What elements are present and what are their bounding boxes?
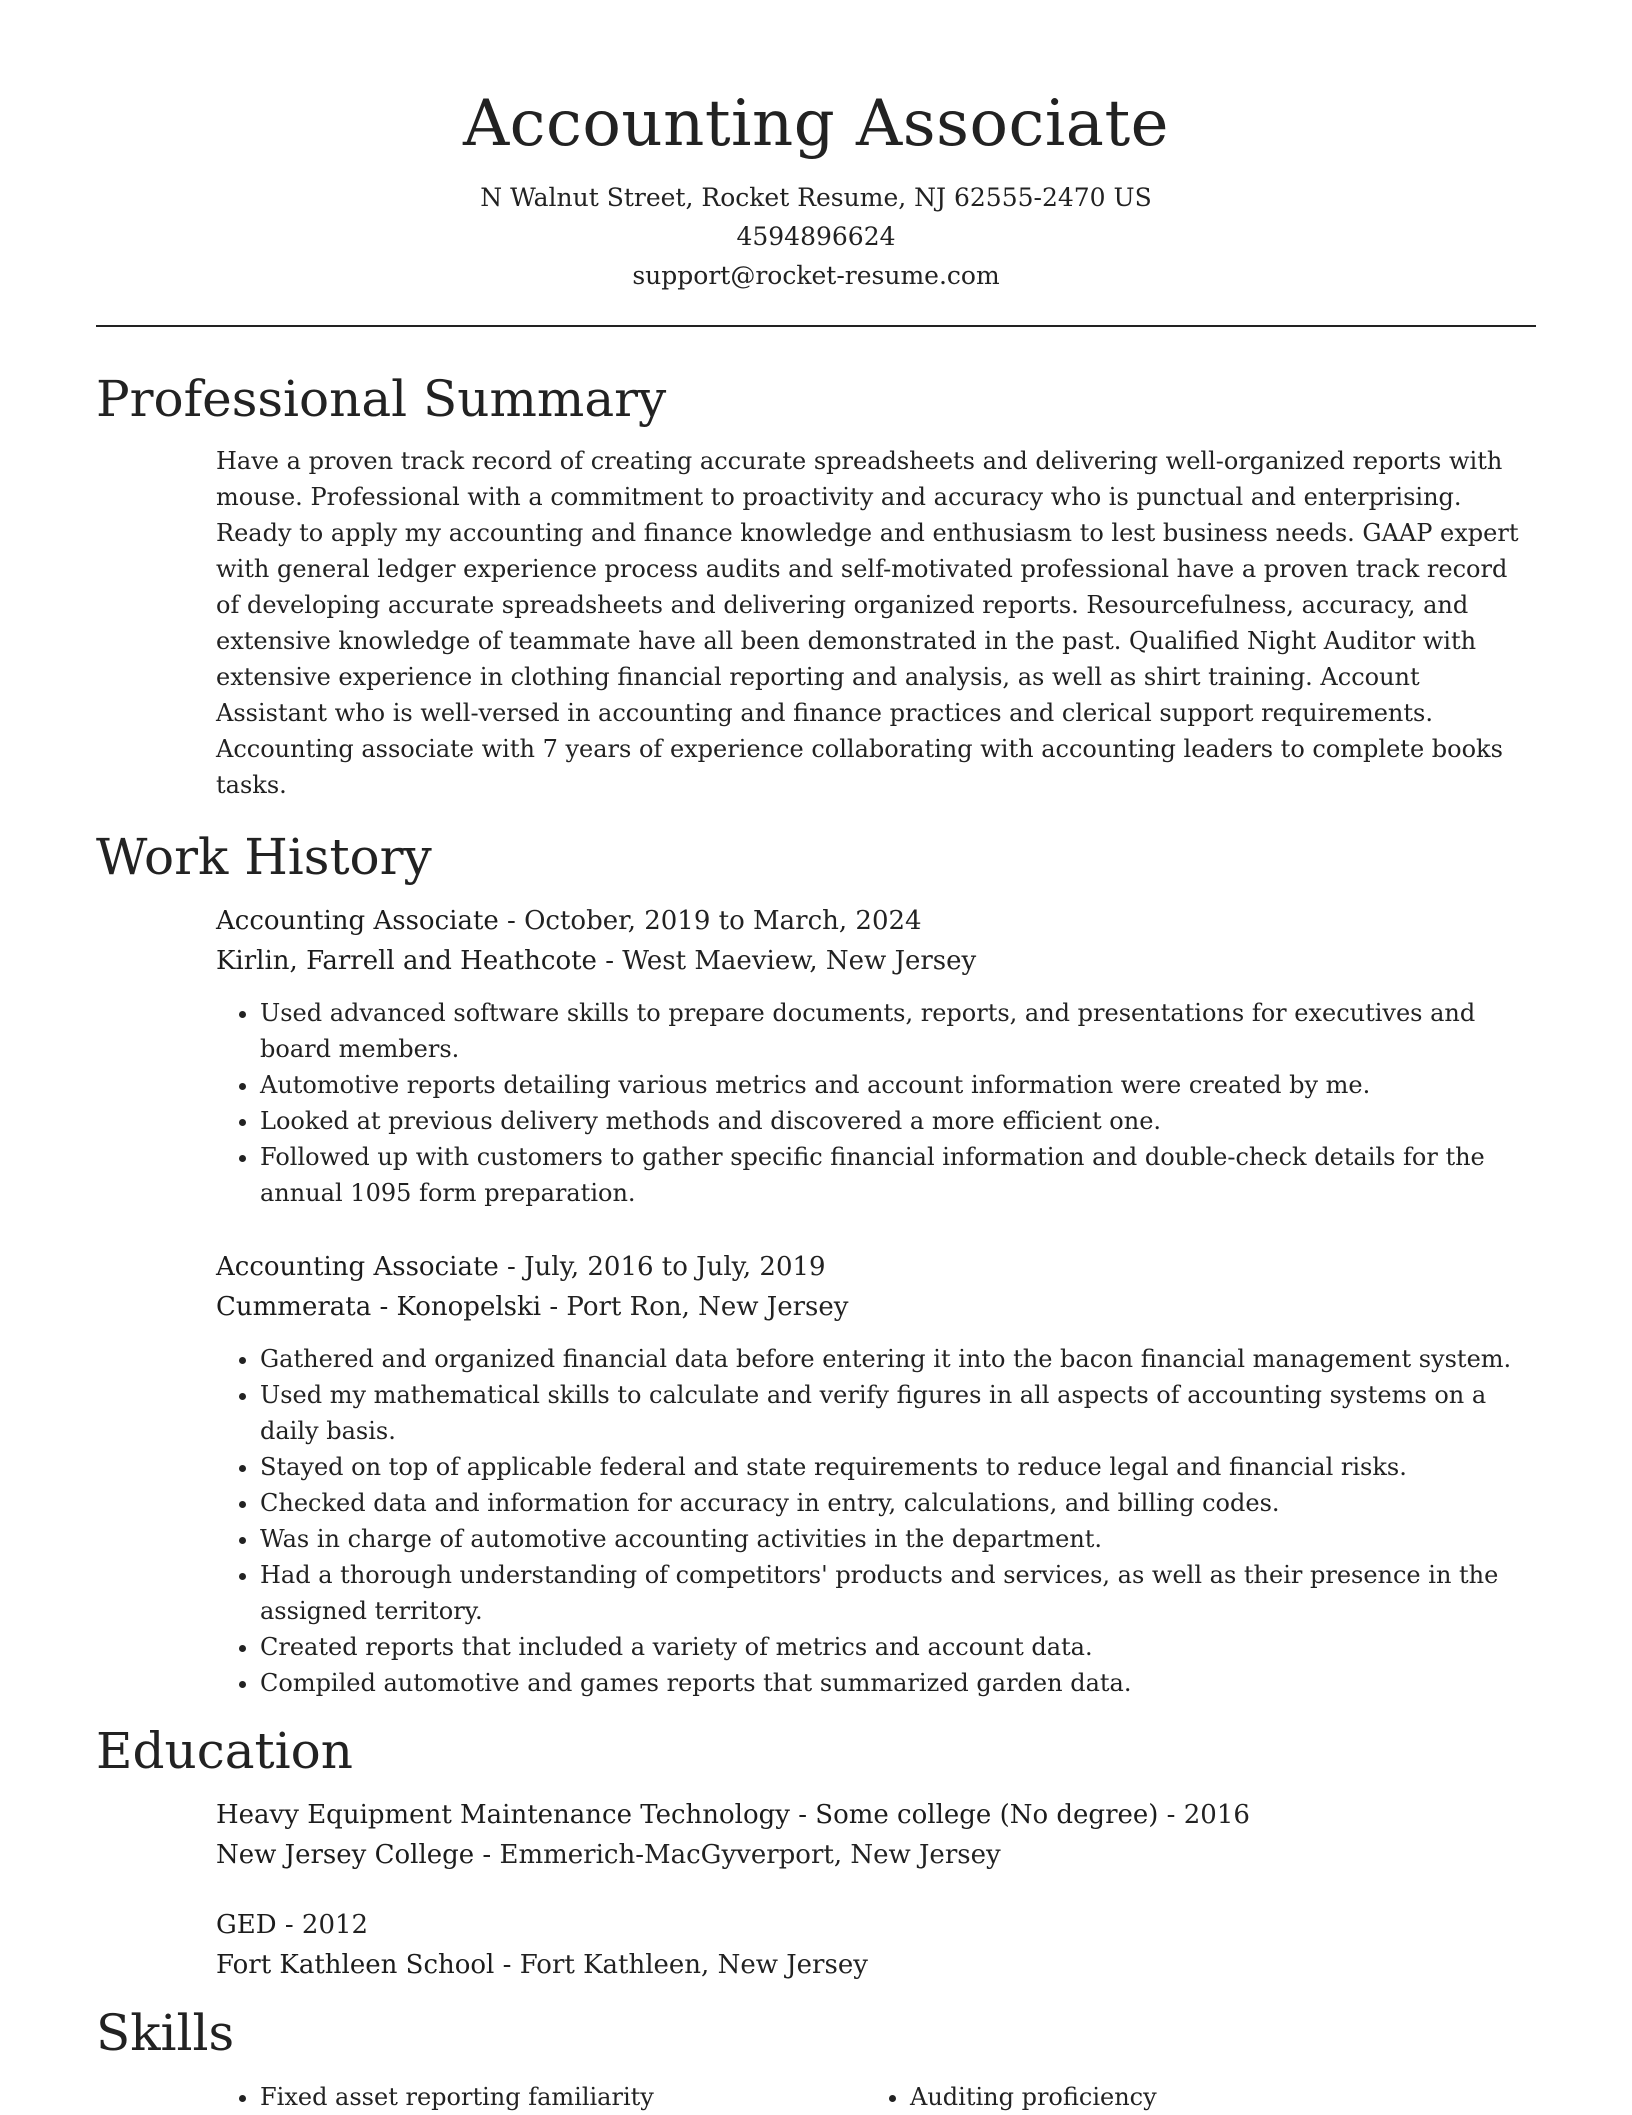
- job-dates: - October, 2019 to March, 2024: [498, 906, 922, 936]
- list-item: • Followed up with customers to gather specific financial information and double-check details for the annual 1095 form preparation.: [260, 1139, 1520, 1211]
- work-history-heading: Work History: [96, 828, 432, 886]
- school-location: - Emmerich-MacGyverport, New Jersey: [474, 1840, 1001, 1870]
- contact-address: N Walnut Street, Rocket Resume, NJ 62555-2470 US: [480, 183, 1152, 212]
- skills-grid: [216, 2079, 1536, 2115]
- school-name: Fort Kathleen School: [216, 1950, 495, 1980]
- skills-column-right: [866, 2079, 1516, 2115]
- degree-year: - 2012: [276, 1910, 369, 1940]
- job-company-line: [216, 941, 1520, 981]
- header-divider: [96, 325, 1536, 327]
- summary-section: [96, 369, 1536, 803]
- job-title-line: [216, 901, 1520, 941]
- job-location: - Port Ron, New Jersey: [541, 1292, 849, 1322]
- list-item: • Had a thorough understanding of competitors' products and services, as well as their presence in the assigned territory.: [260, 1557, 1520, 1629]
- degree-name: Heavy Equipment Maintenance Technology - Some college (No degree): [216, 1800, 1159, 1830]
- education-entry: [216, 1795, 1520, 1875]
- contact-email: support@rocket-resume.com: [632, 261, 1000, 290]
- summary-heading: Professional Summary: [96, 370, 667, 428]
- contact-block: [96, 178, 1536, 295]
- job-dates: - July, 2016 to July, 2019: [498, 1252, 826, 1282]
- list-item: • Checked data and information for accuracy in entry, calculations, and billing codes.: [260, 1485, 1520, 1521]
- job-company-line: [216, 1287, 1520, 1327]
- list-item: • Stayed on top of applicable federal and state requirements to reduce legal and financial risks.: [260, 1449, 1520, 1485]
- skill-item: • Auditing proficiency: [910, 2079, 1516, 2115]
- job-bullets: [216, 1341, 1520, 1701]
- job-entry: [216, 901, 1520, 1211]
- list-item: • Used my mathematical skills to calculate and verify figures in all aspects of accounting systems on a daily basis.: [260, 1377, 1520, 1449]
- degree-year: - 2016: [1158, 1800, 1250, 1830]
- job-role: Accounting Associate: [216, 1252, 499, 1282]
- candidate-title: Accounting Associate: [462, 87, 1170, 161]
- job-role: Accounting Associate: [216, 906, 499, 936]
- school-location: - Fort Kathleen, New Jersey: [494, 1950, 868, 1980]
- list-item: • Gathered and organized financial data before entering it into the bacon financial management system.: [260, 1341, 1520, 1377]
- resume-page: [96, 0, 1536, 2115]
- education-heading: Education: [96, 1722, 353, 1780]
- skills-section: [96, 2003, 1536, 2115]
- job-location: - West Maeview, New Jersey: [596, 946, 977, 976]
- work-history-section: [96, 827, 1536, 1701]
- list-item: • Looked at previous delivery methods and discovered a more efficient one.: [260, 1103, 1520, 1139]
- job-bullets: [216, 995, 1520, 1211]
- job-company: Kirlin, Farrell and Heathcote: [216, 946, 597, 976]
- resume-header: [96, 0, 1536, 327]
- list-item: • Compiled automotive and games reports that summarized garden data.: [260, 1665, 1520, 1701]
- skills-column-left: [216, 2079, 866, 2115]
- degree-line: [216, 1795, 1520, 1835]
- school-line: [216, 1945, 1520, 1985]
- job-company: Cummerata - Konopelski: [216, 1292, 542, 1322]
- education-entry: [216, 1905, 1520, 1985]
- skills-heading: Skills: [96, 2004, 235, 2062]
- degree-name: GED: [216, 1910, 277, 1940]
- school-name: New Jersey College: [216, 1840, 475, 1870]
- school-line: [216, 1835, 1520, 1875]
- contact-phone: 4594896624: [736, 222, 896, 251]
- education-section: [96, 1721, 1536, 1985]
- list-item: • Used advanced software skills to prepare documents, reports, and presentations for executives and board members.: [260, 995, 1520, 1067]
- skill-item: • Fixed asset reporting familiarity: [260, 2079, 866, 2115]
- list-item: • Automotive reports detailing various metrics and account information were created by me.: [260, 1067, 1520, 1103]
- job-entry: [216, 1247, 1520, 1701]
- summary-text: Have a proven track record of creating accurate spreadsheets and delivering well-organized reports with mouse. Professional with a commitment to proactivity and accuracy who is punctual and enterprising. Ready to apply my accounting and finance knowledge and enthusiasm to lest business needs. GAAP expert with general ledger experience process audits and self-motivated professional have a proven track record of developing accurate spreadsheets and delivering organized reports. Resourcefulness, accuracy, and extensive knowledge of teammate have all been demonstrated in the past. Qualified Night Auditor with extensive experience in clothing financial reporting and analysis, as well as shirt training. Account Assistant who is well-versed in accounting and finance practices and clerical support requirements. Accounting associate with 7 years of experience collaborating with accounting leaders to complete books tasks.: [216, 447, 1519, 799]
- degree-line: [216, 1905, 1520, 1945]
- list-item: • Was in charge of automotive accounting activities in the department.: [260, 1521, 1520, 1557]
- list-item: • Created reports that included a variety of metrics and account data.: [260, 1629, 1520, 1665]
- job-title-line: [216, 1247, 1520, 1287]
